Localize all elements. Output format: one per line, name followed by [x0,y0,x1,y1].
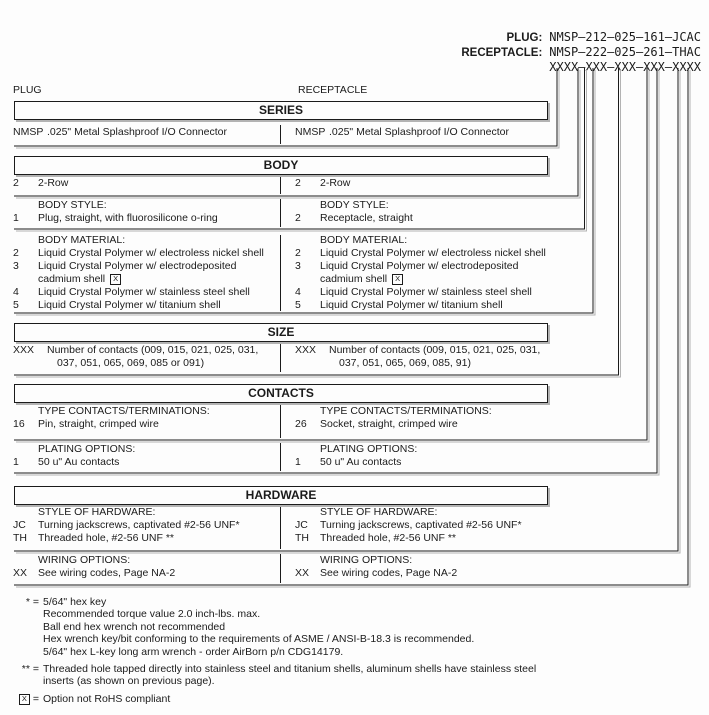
option-desc: Plug, straight, with fluorosilicone o-ring [38,212,218,224]
size-section-header: SIZE [14,323,548,342]
option-code: 5 [295,299,301,311]
option-desc: See wiring codes, Page NA-2 [320,567,458,579]
option-desc: Liquid Crystal Polymer w/ electrodeposited cadmium shell X [38,260,237,285]
row-label: BODY MATERIAL: [38,234,126,246]
footnotes-block [13,596,701,710]
series-desc: .025" Metal Splashproof I/O Connector [47,126,227,138]
footnote-marker: * [25,596,30,608]
row-label: STYLE OF HARDWARE: [320,506,438,518]
option-code: JC [295,519,308,531]
option-desc: 50 u" Au contacts [320,456,402,468]
option-desc: Liquid Crystal Polymer w/ electroless nickel shell [38,247,264,259]
option-code: 4 [295,286,301,298]
option-code: TH [13,532,27,544]
hardware-section-header: HARDWARE [14,486,548,505]
series-code: NMSP [13,126,44,138]
option-code: 3 [13,260,19,272]
option-desc: Pin, straight, crimped wire [38,418,159,430]
option-desc: 50 u" Au contacts [38,456,120,468]
row-label: PLATING OPTIONS: [38,443,136,455]
option-desc: Liquid Crystal Polymer w/ electrodeposited cadmium shell X [320,260,519,285]
size-code: XXX [295,344,317,356]
row-label: WIRING OPTIONS: [38,554,131,566]
plug-part-number-line [495,15,701,44]
option-code: 2 [295,212,301,224]
option-desc: See wiring codes, Page NA-2 [38,567,176,579]
plug-pn-value: NMSP–212–025–161–JCAC [549,30,701,44]
option-code: 2 [13,247,19,259]
option-code: 5 [13,299,19,311]
row-label: BODY STYLE: [38,199,107,211]
mask-part-number-line [538,45,701,74]
not-rohs-icon: X [110,274,121,285]
row-label: WIRING OPTIONS: [320,554,413,566]
option-desc: Liquid Crystal Polymer w/ electroless nickel shell [320,247,546,259]
option-code: XX [295,567,310,579]
series-section-header: SERIES [14,101,548,120]
option-desc: Turning jackscrews, captivated #2-56 UNF* [38,519,240,531]
row-label: PLATING OPTIONS: [320,443,418,455]
plug-pn-label: PLUG: [506,32,543,44]
option-code: 4 [13,286,19,298]
option-code: 16 [13,418,25,430]
option-desc: Receptacle, straight [320,212,413,224]
row-label: TYPE CONTACTS/TERMINATIONS: [38,405,210,417]
contacts-section-header: CONTACTS [14,384,548,403]
footnote-threaded-hole: ** = Threaded hole tapped directly into stainless steel and titanium shells, aluminum shells have stainless steel inserts (as shown on previous page). [21,663,537,688]
option-code: 2 [13,177,19,189]
option-code: 1 [295,456,301,468]
plug-column-header: PLUG [13,84,42,96]
option-desc: Liquid Crystal Polymer w/ stainless steel shell [38,286,250,298]
receptacle-column-header: RECEPTACLE [298,84,368,96]
footnote-marker: ** [21,663,30,676]
row-label: BODY STYLE: [320,199,389,211]
series-receptacle-cell [295,126,563,139]
series-desc: .025" Metal Splashproof I/O Connector [329,126,509,138]
option-code: 26 [295,418,307,430]
footnote-hex-key: * = 5/64" hex key Recommended torque value 2.0 inch-lbs. max. Ball end hex wrench not recommended Hex wrench key/bit conforming to the requirements of ASME / ANSI-B-18.3 is recommended. 5/64" hex L-key long arm wrench - order AirBorn p/n CDG14179. [25,596,475,658]
row-label: STYLE OF HARDWARE: [38,506,156,518]
option-desc: Threaded hole, #2-56 UNF ** [38,532,174,544]
option-code: XX [13,567,28,579]
footnote-not-rohs: X = Option not RoHS compliant [13,693,701,705]
receptacle-part-number-line [450,30,701,59]
option-code: 2 [295,177,301,189]
size-desc: Number of contacts (009, 015, 021, 025, 031, 037, 051, 065, 069, 085, 91) [329,344,541,369]
receptacle-pn-value: NMSP–222–025–261–THAC [549,45,701,59]
option-desc: 2-Row [320,177,351,189]
option-desc: Liquid Crystal Polymer w/ titanium shell [38,299,221,311]
option-code: JC [13,519,26,531]
receptacle-pn-label: RECEPTACLE: [461,47,543,59]
option-code: 3 [295,260,301,272]
mask-pn-value: XXXX–XXX–XXX–XXX–XXXX [549,60,701,74]
option-code: 1 [13,212,19,224]
body-section-header: BODY [14,156,548,175]
option-code: TH [295,532,309,544]
series-plug-cell [13,126,276,139]
size-code: XXX [13,344,35,356]
option-desc: Socket, straight, crimped wire [320,418,458,430]
option-desc: Threaded hole, #2-56 UNF ** [320,532,456,544]
series-code: NMSP [295,126,326,138]
not-rohs-icon: X [19,694,30,705]
option-desc: Turning jackscrews, captivated #2-56 UNF* [320,519,522,531]
option-code: 2 [295,247,301,259]
option-desc: Liquid Crystal Polymer w/ stainless steel shell [320,286,532,298]
not-rohs-icon: X [392,274,403,285]
option-desc: Liquid Crystal Polymer w/ titanium shell [320,299,503,311]
row-label: BODY MATERIAL: [320,234,408,246]
option-desc: 2-Row [38,177,69,189]
row-label: TYPE CONTACTS/TERMINATIONS: [320,405,492,417]
size-desc: Number of contacts (009, 015, 021, 025, 031, 037, 051, 065, 069, 085 or 091) [47,344,259,369]
option-code: 1 [13,456,19,468]
